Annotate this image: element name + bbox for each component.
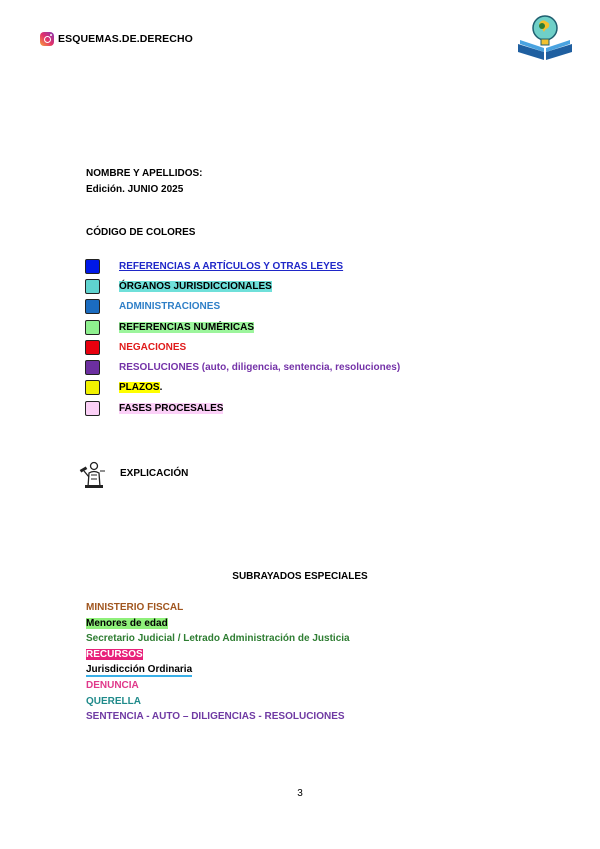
color-code-title: CÓDIGO DE COLORES [86,227,196,238]
special-item [86,694,350,710]
special-item [86,600,350,616]
legend-label: ÓRGANOS JURISDICCIONALES [119,280,272,292]
color-swatch [85,259,100,274]
special-item [86,647,350,663]
legend-row [85,398,400,418]
special-item-text: SENTENCIA - AUTO – DILIGENCIAS - RESOLUCIONES [86,711,345,723]
special-item [86,616,350,632]
legend-row [85,357,400,377]
explanation-label: EXPLICACIÓN [120,468,189,479]
color-swatch [85,380,100,395]
legend-row [85,256,400,276]
special-item-text: Jurisdicción Ordinaria [86,664,193,676]
document-meta [86,166,203,198]
special-item-text: MINISTERIO FISCAL [86,602,184,613]
instagram-icon [40,32,54,46]
color-swatch [85,340,100,355]
color-swatch [85,299,100,314]
special-underlines-list [86,600,350,725]
legend-label: ADMINISTRACIONES [119,301,221,313]
color-swatch [85,401,100,416]
legend-row [85,378,400,398]
name-label: NOMBRE Y APELLIDOS: [86,168,203,179]
legend-label: RESOLUCIONES (auto, diligencia, sentencia, resoluciones) [119,362,401,374]
legend-label: REFERENCIAS A ARTÍCULOS Y OTRAS LEYES [119,260,344,272]
color-legend [85,256,400,418]
page-number: 3 [297,788,303,799]
special-item-text: DENUNCIA [86,679,139,691]
brand-name: ESQUEMAS.DE.DERECHO [58,33,193,45]
legend-label: PLAZOS. [119,382,163,394]
special-item [86,662,350,678]
special-item [86,709,350,725]
special-item-text: Secretario Judicial / Letrado Administración de Justicia [86,633,350,645]
special-item [86,631,350,647]
legend-label: REFERENCIAS NUMÉRICAS [119,321,255,333]
legend-label: FASES PROCESALES [119,402,224,414]
edition-label: Edición. JUNIO 2025 [86,184,184,195]
color-swatch [85,360,100,375]
special-item-text: QUERELLA [86,695,141,707]
judge-gavel-icon [79,459,107,489]
color-swatch [85,320,100,335]
special-item-text: Menores de edad [86,617,168,629]
special-item [86,678,350,694]
legend-row [85,297,400,317]
legend-label: NEGACIONES [119,341,187,353]
legend-row [85,337,400,357]
header-brand [40,32,193,46]
special-underlines-title: SUBRAYADOS ESPECIALES [232,571,368,582]
special-item-text: RECURSOS [86,648,143,660]
legend-row [85,276,400,296]
book-lightbulb-logo-icon [514,12,576,64]
legend-row [85,317,400,337]
color-swatch [85,279,100,294]
